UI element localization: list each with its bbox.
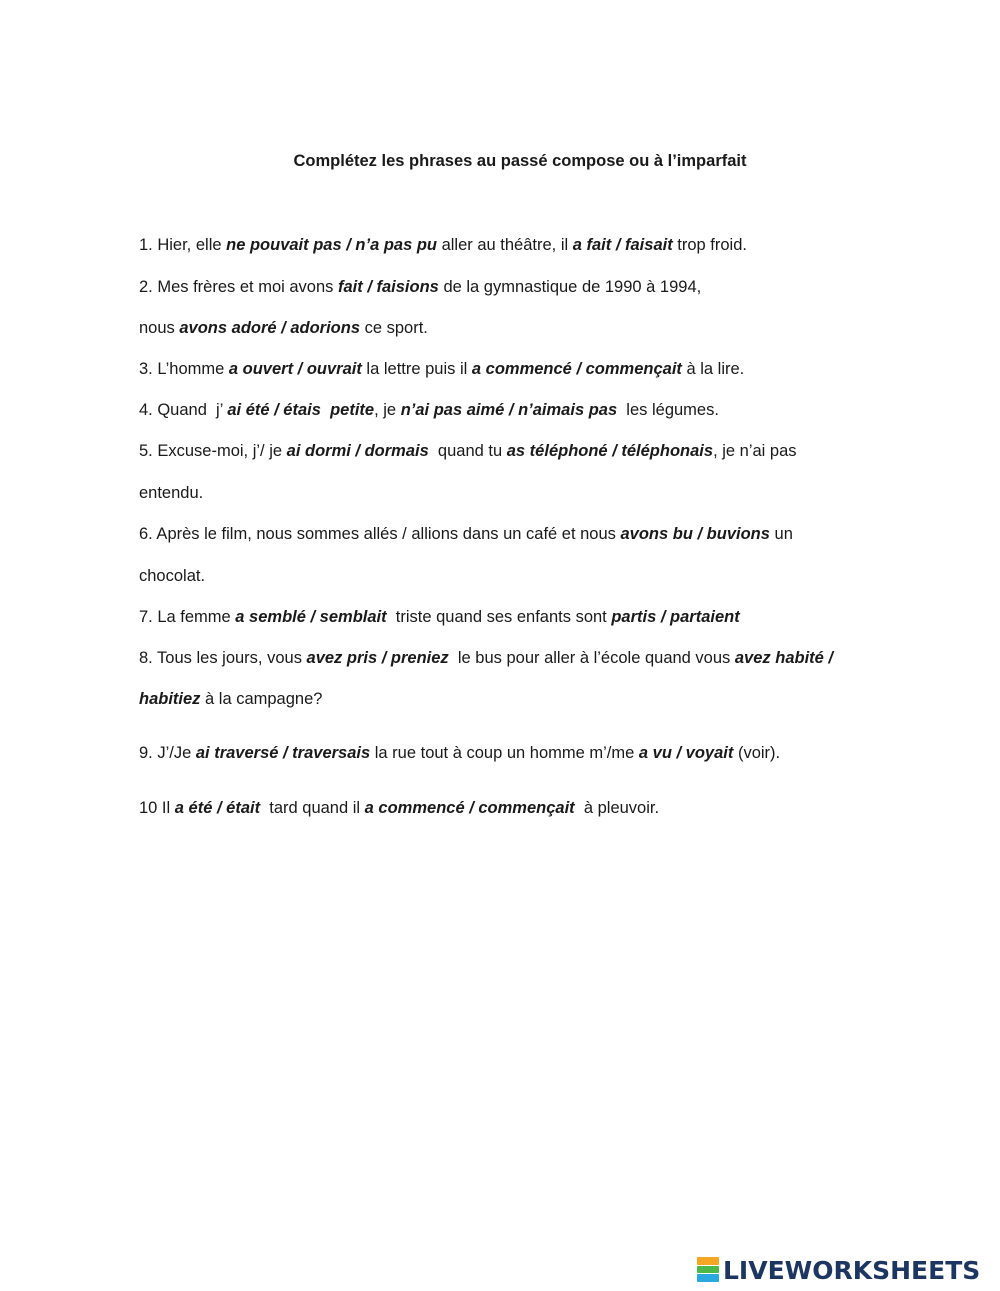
sentence-text: à la campagne?	[200, 690, 323, 708]
answer-choice[interactable]: as téléphoné / téléphonais	[506, 442, 714, 460]
sentence-text: 3. L’homme	[139, 360, 229, 378]
sentence-text: à la lire.	[681, 360, 745, 378]
sentence-line	[139, 399, 719, 421]
sentence-text: la lettre puis il	[361, 360, 472, 378]
sentence-text: , je	[374, 401, 401, 419]
sentence-text: aller au théâtre, il	[437, 236, 573, 254]
answer-choice[interactable]: avez habité /	[734, 649, 833, 667]
sentence-text: les légumes.	[617, 401, 719, 419]
answer-choice[interactable]: ne pouvait pas / n’a pas pu	[226, 236, 437, 254]
sentence-text: 7. La femme	[139, 608, 236, 626]
sentence-text: 10 Il	[139, 799, 175, 817]
sentence-line	[139, 647, 833, 669]
sentence-line	[139, 565, 205, 587]
sentence-text: 6. Après le film, nous sommes allés / allions dans un café et nous	[139, 525, 621, 543]
answer-choice[interactable]: a commencé / commençait	[471, 360, 682, 378]
sentence-line	[139, 688, 322, 710]
worksheet-title: Complétez les phrases au passé compose ou à l’imparfait	[293, 152, 747, 170]
sentence-text: 8. Tous les jours, vous	[139, 649, 307, 667]
sentence-text: ce sport.	[360, 319, 428, 337]
answer-choice[interactable]: a commencé / commençait	[364, 799, 575, 817]
sentence-text: entendu.	[139, 484, 204, 502]
sentence-text: triste quand ses enfants sont	[386, 608, 612, 626]
sentence-line	[139, 482, 203, 504]
sentence-line	[139, 234, 747, 256]
sentence-line	[139, 276, 701, 298]
sentence-text: 9. J’/Je	[139, 744, 196, 762]
answer-choice[interactable]: n’ai pas aimé / n’aimais pas	[400, 401, 618, 419]
answer-choice[interactable]: partis / partaient	[611, 608, 740, 626]
answer-choice[interactable]: avons adoré / adorions	[179, 319, 361, 337]
sentence-text: la rue tout à coup un homme m’/me	[370, 744, 639, 762]
sentence-line	[139, 742, 780, 764]
logo-bar	[697, 1257, 719, 1265]
logo-icon	[697, 1257, 719, 1283]
sentence-text: le bus pour aller à l’école quand vous	[448, 649, 735, 667]
answer-choice[interactable]: a été / était	[174, 799, 261, 817]
logo-bar	[697, 1274, 719, 1282]
sentence-line	[139, 797, 659, 819]
answer-choice[interactable]: avez pris / preniez	[306, 649, 449, 667]
answer-choice[interactable]: fait / faisions	[338, 278, 439, 296]
sentence-text: chocolat.	[139, 567, 206, 585]
sentence-text: trop froid.	[672, 236, 747, 254]
sentence-text: quand tu	[428, 442, 507, 460]
answer-choice[interactable]: ai dormi / dormais	[286, 442, 429, 460]
sentence-line	[139, 358, 744, 380]
liveworksheets-logo[interactable]	[697, 1255, 980, 1285]
answer-choice[interactable]: ai été / étais petite	[227, 401, 375, 419]
answer-choice[interactable]: a ouvert / ouvrait	[228, 360, 362, 378]
answer-choice[interactable]: habitiez	[139, 690, 201, 708]
sentence-text: à pleuvoir.	[574, 799, 660, 817]
answer-choice[interactable]: a vu / voyait	[638, 744, 734, 762]
sentence-text: 1. Hier, elle	[139, 236, 227, 254]
answer-choice[interactable]: avons bu / buvions	[620, 525, 770, 543]
sentence-text: 2. Mes frères et moi avons	[139, 278, 338, 296]
sentence-line	[139, 317, 428, 339]
sentence-text: nous	[139, 319, 180, 337]
sentence-line	[139, 523, 793, 545]
sentence-text: de la gymnastique de 1990 à 1994,	[438, 278, 702, 296]
logo-text: LIVEWORKSHEETS	[723, 1255, 981, 1285]
sentence-text: 4. Quand j’	[139, 401, 228, 419]
sentence-text: , je n’ai pas	[713, 442, 797, 460]
sentence-line	[139, 440, 797, 462]
sentence-text: un	[769, 525, 793, 543]
answer-choice[interactable]: a fait / faisait	[572, 236, 673, 254]
sentence-text: tard quand il	[260, 799, 365, 817]
answer-choice[interactable]: ai traversé / traversais	[195, 744, 371, 762]
sentence-text: 5. Excuse-moi, j’/ je	[139, 442, 287, 460]
logo-bar	[697, 1266, 719, 1274]
answer-choice[interactable]: a semblé / semblait	[235, 608, 387, 626]
sentence-text: (voir).	[733, 744, 781, 762]
sentence-line	[139, 606, 740, 628]
